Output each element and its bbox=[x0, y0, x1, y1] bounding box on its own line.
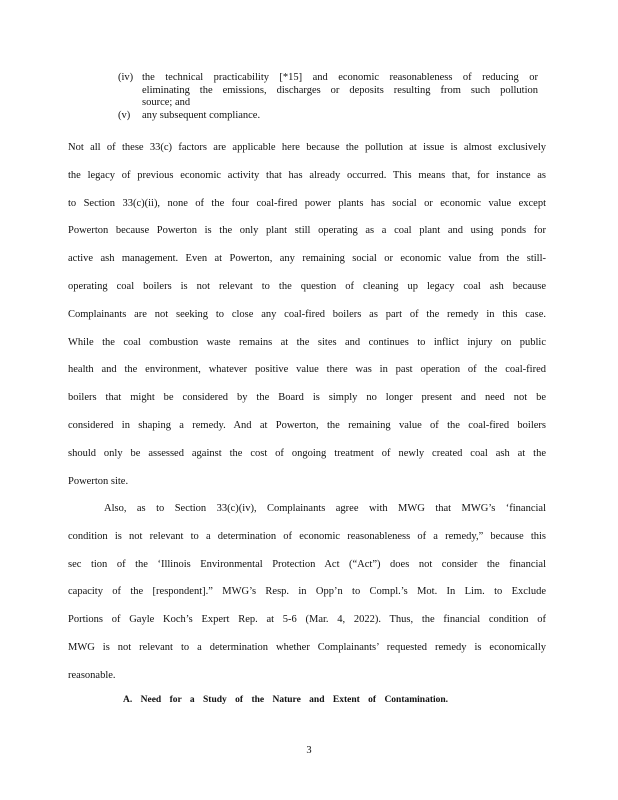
list-item-line: eliminating the emissions, discharges or deposits resulting from such pollution bbox=[142, 84, 538, 96]
paragraph-line: should only be assessed against the cost of ongoing treatment of newly created coal ash at the bbox=[68, 447, 546, 459]
paragraph-line: Complainants are not seeking to close any coal-fired boilers as part of the remedy in this case. bbox=[68, 308, 546, 320]
paragraph-line: active ash management. Even at Powerton, any remaining social or economic value from the still- bbox=[68, 253, 546, 265]
paragraph-line: operating coal boilers is not relevant to the question of cleaning up legacy coal ash because bbox=[68, 280, 546, 292]
paragraph-line: the legacy of previous economic activity that has already occurred. This means that, for instance as bbox=[68, 169, 546, 181]
paragraph-line: Also, as to Section 33(c)(iv), Complainants agree with MWG that MWG’s ‘financial bbox=[104, 503, 546, 514]
list-item-number: (iv) bbox=[118, 72, 134, 83]
list-item bbox=[118, 72, 538, 110]
paragraph-line: While the coal combustion waste remains at the sites and continues to inflict injury on public bbox=[68, 336, 546, 348]
paragraph-line: health and the environment, whatever positive value there was in past operation of the coal-fired bbox=[68, 364, 546, 376]
page-number: 3 bbox=[306, 745, 312, 756]
paragraph-line: capacity of the [respondent].” MWG’s Resp. in Opp’n to Compl.’s Mot. In Lim. to Exclude bbox=[68, 586, 546, 598]
paragraph-line: Not all of these 33(c) factors are applicable here because the pollution at issue is almost exclusively bbox=[68, 142, 546, 153]
paragraph-line: Portions of Gayle Koch’s Expert Rep. at 5-6 (Mar. 4, 2022). Thus, the financial condition of bbox=[68, 614, 546, 626]
list-item-number: (v) bbox=[118, 109, 131, 121]
paragraph-line: sec tion of the ‘Illinois Environmental Protection Act (“Act”) does not consider the financial bbox=[68, 558, 546, 570]
section-heading: A. Need for a Study of the Nature and Extent of Contamination. bbox=[123, 695, 449, 705]
paragraph-factors-applicability bbox=[68, 134, 546, 495]
paragraph-line: reasonable. bbox=[68, 669, 116, 681]
factor-list bbox=[118, 72, 538, 122]
paragraph-line: MWG is not relevant to a determination whether Complainants’ requested remedy is economically bbox=[68, 641, 546, 653]
paragraph-line: Powerton site. bbox=[68, 475, 129, 487]
paragraph-line: to Section 33(c)(ii), none of the four coal-fired power plants has social or economic value except bbox=[68, 197, 546, 209]
paragraph-line: considered in shaping a remedy. And at Powerton, the remaining value of the coal-fired boilers bbox=[68, 419, 546, 431]
paragraph-line: condition is not relevant to a determination of economic reasonableness of a remedy,” because this bbox=[68, 530, 546, 542]
paragraph-line: boilers that might be considered by the Board is simply no longer present and need not be bbox=[68, 392, 546, 404]
list-item-line: any subsequent compliance. bbox=[142, 109, 261, 121]
list-item bbox=[118, 110, 538, 123]
list-item-line: source; and bbox=[142, 97, 191, 108]
paragraph-line: Powerton because Powerton is the only plant still operating as a coal plant and using ponds for bbox=[68, 225, 546, 237]
paragraph-financial-condition bbox=[68, 495, 546, 690]
list-item-line: the technical practicability [*15] and economic reasonableness of reducing or bbox=[142, 72, 538, 83]
